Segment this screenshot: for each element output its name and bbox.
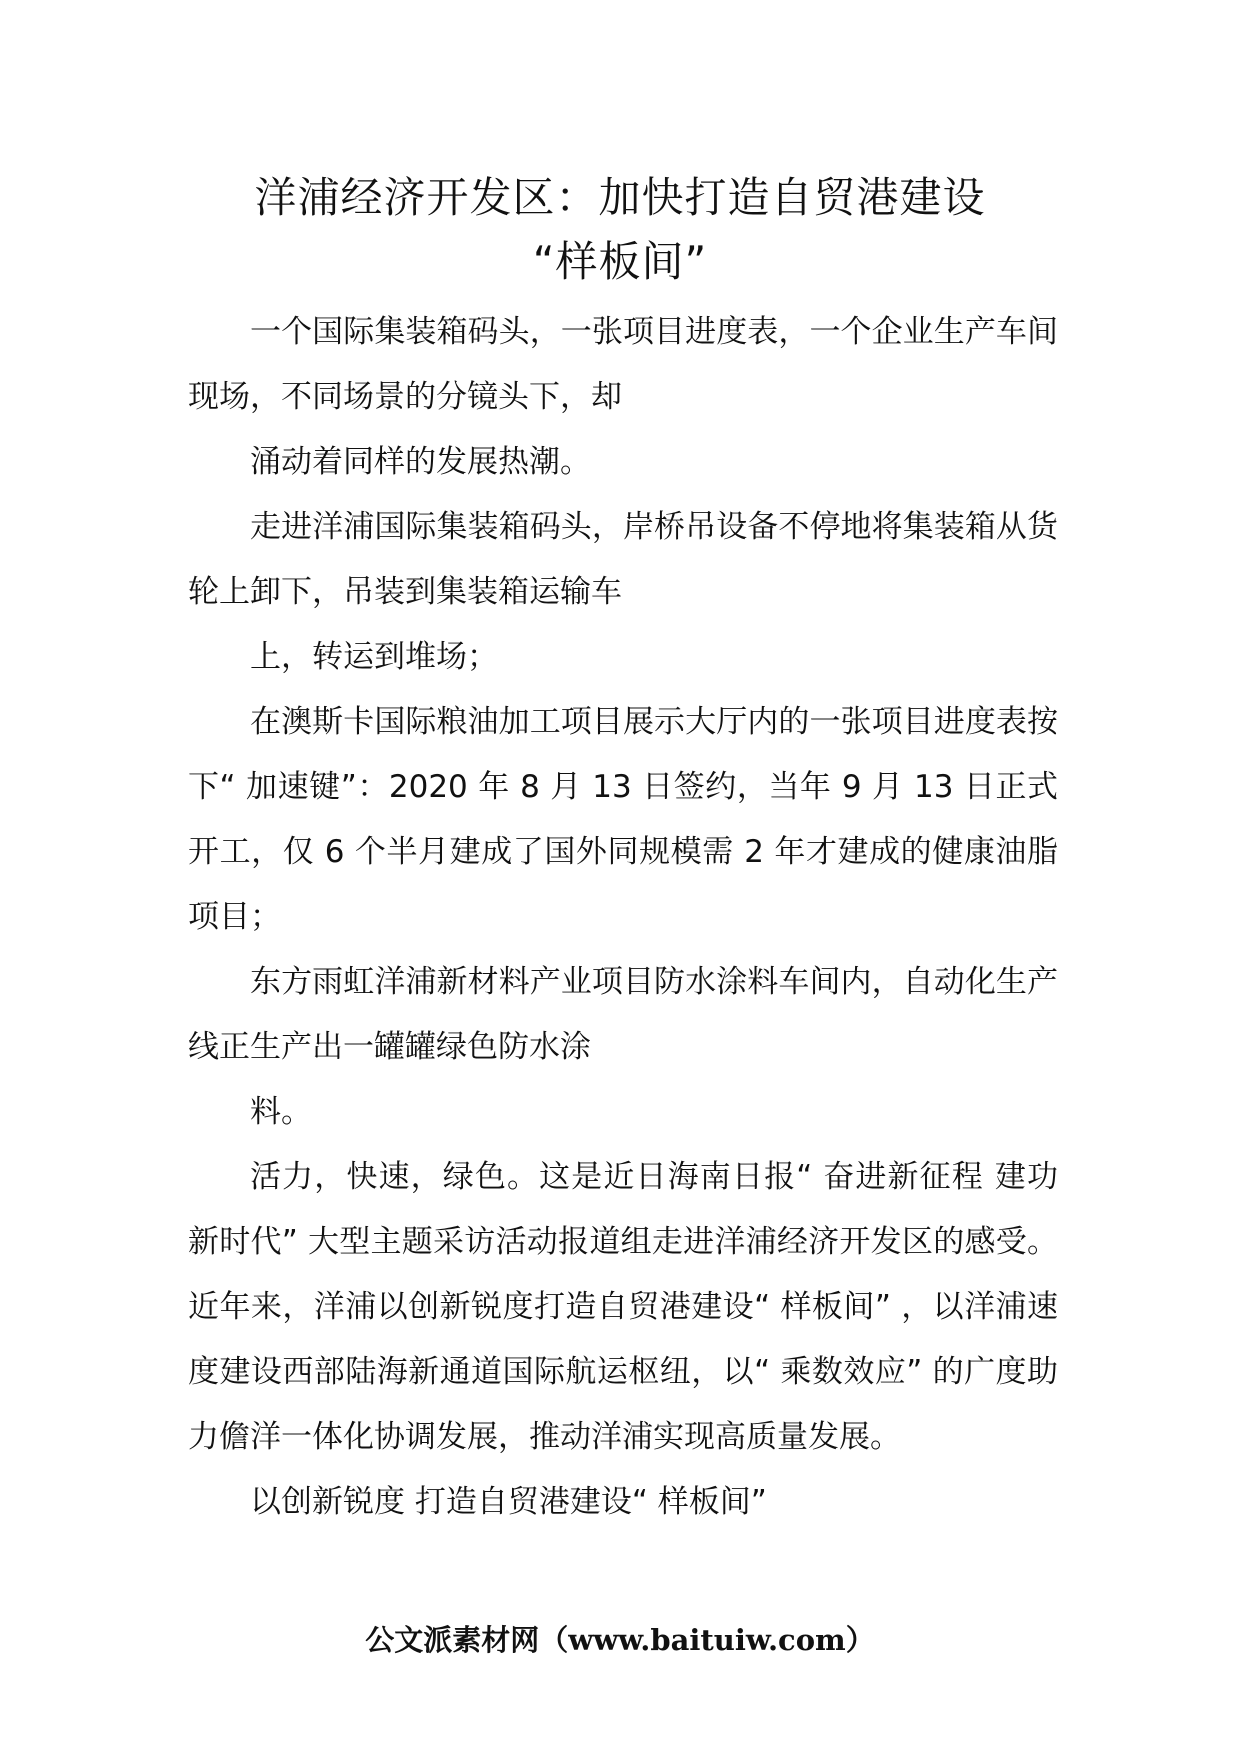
paragraph: 东方雨虹洋浦新材料产业项目防水涂料车间内，自动化生产线正生产出一罐罐绿色防水涂 (188, 964, 1058, 1065)
document-body (188, 300, 1058, 1535)
paragraph: 涌动着同样的发展热潮。 (250, 444, 591, 480)
paragraph: 走进洋浦国际集装箱码头，岸桥吊设备不停地将集装箱从货轮上卸下，吊装到集装箱运输车 (188, 509, 1058, 610)
document-title-line-1: 洋浦经济开发区：加快打造自贸港建设 (254, 173, 986, 222)
paragraph: 活力，快速，绿色。这是近日海南日报“ 奋进新征程 建功新时代” 大型主题采访活动报道组走进洋浦经济开发区的感受。近年来，洋浦以创新锐度打造自贸港建设“ 样板间” ，以洋浦速度建设西部陆海新通道国际航运枢纽，以“ 乘数效应” 的广度助力儋洋一体化协调发展，推动洋浦实现高质量发展。 (188, 1159, 1058, 1455)
paragraph: 料。 (250, 1094, 312, 1130)
section-heading: 以创新锐度 打造自贸港建设“ 样板间” (250, 1484, 767, 1520)
document-title-line-2: “样板间” (532, 237, 708, 286)
footer-watermark: 公文派素材网（www.baituiw.com） (365, 1623, 875, 1657)
paragraph: 一个国际集装箱码头，一张项目进度表，一个企业生产车间现场，不同场景的分镜头下，却 (188, 314, 1058, 415)
paragraph: 在澳斯卡国际粮油加工项目展示大厅内的一张项目进度表按下“ 加速键”：2020 年 8 月 13 日签约，当年 9 月 13 日正式开工，仅 6 个半月建成了国外同规模需 2 年才建成的健康油脂项目； (188, 704, 1058, 935)
paragraph: 上，转运到堆场； (250, 639, 498, 675)
